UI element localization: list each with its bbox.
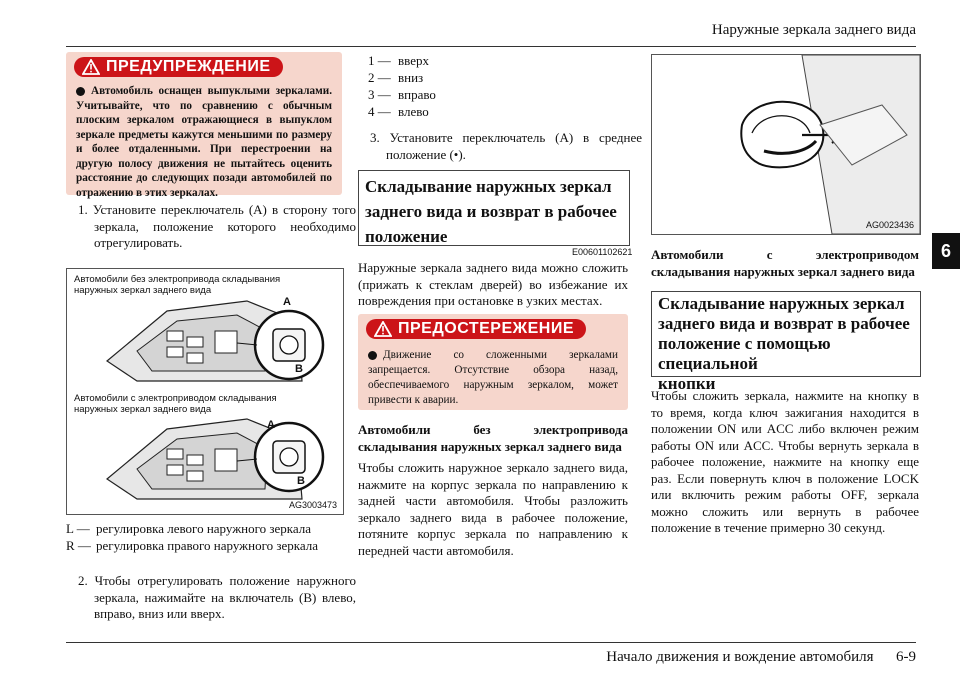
legend-key: 4 — <box>368 104 391 119</box>
figure-code: AG3003473 <box>288 500 337 510</box>
legend-key: 3 — <box>368 87 391 102</box>
legend-key: R — <box>66 538 91 553</box>
legend-row-r <box>66 537 342 554</box>
legend-directions <box>368 52 628 120</box>
label-a-bottom: A <box>267 419 275 431</box>
section-title-line-2: заднего вида и возврат в рабочее <box>365 202 617 221</box>
manual-folding-text: Чтобы сложить наружное зеркало заднего вида, нажмите на корпус зеркала по направлению к задней части автомобиля. Чтобы разложить зеркало заднего вида в рабочее положение, потяните корпус зеркала по направлению к передней части автомобиля. <box>358 460 628 558</box>
warning-text-block <box>76 84 332 200</box>
legend-text: вниз <box>398 70 424 85</box>
section2-title-line-1: Складывание наружных зеркал <box>658 294 905 313</box>
subhead-power-folding: Автомобили с электроприводом складывания наружных зеркал заднего вида <box>651 247 919 279</box>
legend-text: вправо <box>398 87 436 102</box>
step-2: 2. Чтобы отрегулировать положение наружного зеркала, нажимайте на включатель (B) влево, вправо, вниз или вверх. <box>78 573 356 621</box>
label-a-top: A <box>283 296 291 308</box>
legend-row-3 <box>368 86 628 103</box>
section2-text: Чтобы сложить зеркала, нажмите на кнопку в то время, когда ключ зажигания находится в положении ON или ACC либо включен режим работы ON или ACC. Чтобы вернуть зеркала в рабочее положение, нажмите на кнопку еще раз. Если повернуть ключ в положение LOCK или включить режим работы OFF, зеркала можно сложить или вернуть в рабочее положение в течение примерно 30 секунд. <box>651 388 919 535</box>
warning-label <box>74 57 283 77</box>
legend-key: 2 — <box>368 70 391 85</box>
header-rule <box>66 46 916 47</box>
legend-text: регулировка правого наружного зеркала <box>96 538 319 553</box>
warning-triangle-icon <box>82 59 100 75</box>
figure-caption-bottom: Автомобили с электроприводом складывания наружных зеркал заднего вида <box>74 393 277 415</box>
legend-row-l <box>66 520 342 537</box>
caution-label-text: ПРЕДОСТЕРЕЖЕНИЕ <box>398 320 574 337</box>
subhead-manual-folding: Автомобили без электропривода складывания наружных зеркал заднего вида <box>358 422 628 454</box>
legend-row-4 <box>368 103 628 120</box>
figure-code: AG0023436 <box>865 220 914 230</box>
legend-key: L — <box>66 521 90 536</box>
section2-title-line-4: кнопки <box>658 374 716 393</box>
warning-box <box>66 52 342 199</box>
page-header-title: Наружные зеркала заднего вида <box>711 22 916 38</box>
page-footer: Начало движения и вождение автомобиля 6-9 <box>606 649 916 665</box>
section1-text: Наружные зеркала заднего вида можно сложить (прижать к стеклам дверей) во избежание их повреждения при остановке в узких местах. <box>358 260 628 308</box>
section-code: E00601102621 <box>572 247 633 257</box>
warning-label-text: ПРЕДУПРЕЖДЕНИЕ <box>106 58 271 75</box>
figure-mirror-fold <box>651 54 921 235</box>
caution-box <box>358 314 628 410</box>
section-title-line-1: Складывание наружных зеркал <box>365 177 612 196</box>
legend-text: влево <box>398 104 429 119</box>
bullet-icon <box>76 87 85 96</box>
legend-key: 1 — <box>368 53 391 68</box>
legend-row-2 <box>368 69 628 86</box>
figure-caption-top: Автомобили без электропривода складывания наружных зеркал заднего вида <box>74 274 281 296</box>
section2-title-line-2: заднего вида и возврат в рабочее <box>658 314 910 333</box>
bullet-icon <box>368 351 377 360</box>
warning-triangle-icon <box>374 321 392 337</box>
chapter-tab: 6 <box>932 233 960 269</box>
footer-rule <box>66 642 916 643</box>
step-3: 3. Установите переключатель (A) в среднее положение (•). <box>370 130 642 162</box>
legend-lr <box>66 520 342 554</box>
figure-switches <box>66 268 344 515</box>
warning-text: Автомобиль оснащен выпуклыми зеркалами. Учитывайте, что по сравнению с обычным плоским зеркалом отражающиеся в выпуклом зеркале предметы кажутся меньшими по размеру и более отдаленными. При перестроении на другую полосу движения не пытайтесь оценить расстояние до следующих позади автомобилей по отражению в этих зеркалах. <box>76 85 332 199</box>
caution-label <box>366 319 586 339</box>
caution-text: Движение со сложенными зеркалами запрещается. Отсутствие обзора назад, обеспечиваемого наружным зеркалом, может привести к аварии. <box>368 349 618 406</box>
legend-text: вверх <box>398 53 429 68</box>
section-heading-folding <box>358 170 630 246</box>
label-b-bottom: B <box>297 475 305 487</box>
legend-row-1 <box>368 52 628 69</box>
label-b-top: B <box>295 363 303 375</box>
door-switch-illustration-bottom <box>97 409 337 501</box>
legend-text: регулировка левого наружного зеркала <box>96 521 312 536</box>
section-heading-button <box>651 291 921 393</box>
section2-title-line-3: положение с помощью специальной <box>658 334 831 373</box>
section-title-line-3: положение <box>365 227 448 246</box>
caution-text-block <box>368 348 618 408</box>
mirror-fold-illustration <box>652 55 920 234</box>
step-1: 1. Установите переключатель (A) в сторону того зеркала, положение которого необходимо отрегулировать. <box>78 202 356 250</box>
